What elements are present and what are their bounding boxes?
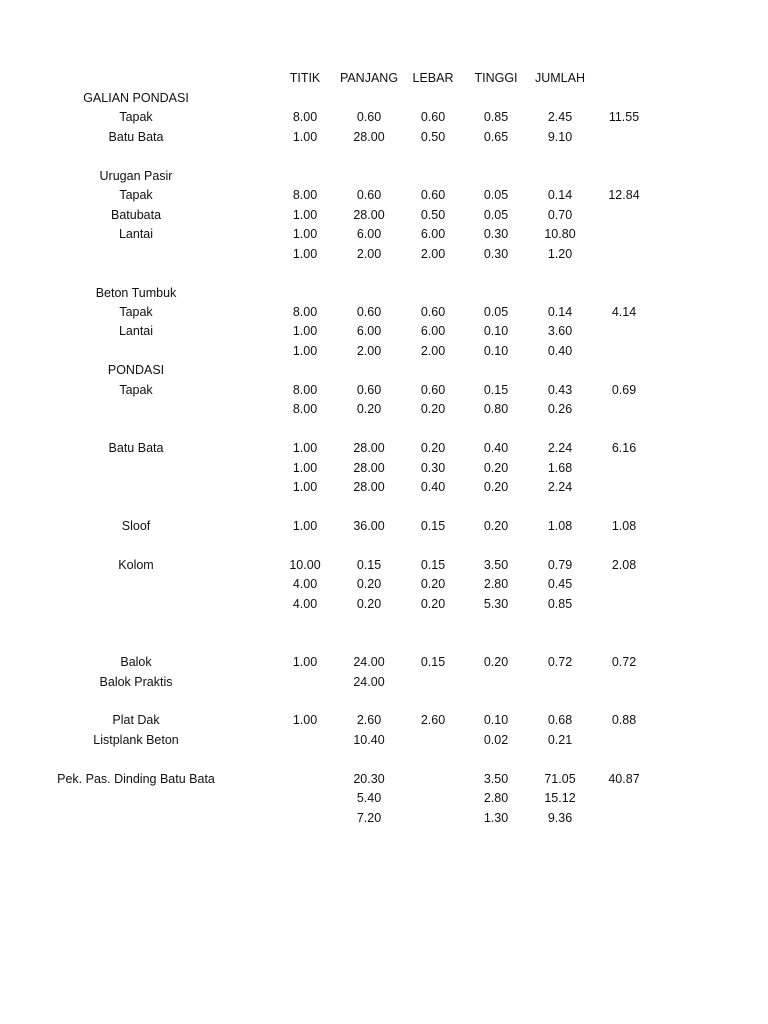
cell-titik: 1.00 xyxy=(292,519,318,533)
cell-titik: 1.00 xyxy=(292,324,318,338)
row-label: Urugan Pasir xyxy=(99,169,173,183)
cell-jumlah: 1.20 xyxy=(547,247,573,261)
cell-tinggi: 0.05 xyxy=(483,305,509,319)
cell-total: 6.16 xyxy=(611,441,637,455)
cell-tinggi: 3.50 xyxy=(483,772,509,786)
row-label: Tapak xyxy=(119,305,153,319)
cell-jumlah: 71.05 xyxy=(544,772,576,786)
column-header-tinggi: TINGGI xyxy=(474,71,518,85)
cell-total: 0.69 xyxy=(611,383,637,397)
cell-tinggi: 0.65 xyxy=(483,130,509,144)
cell-titik: 4.00 xyxy=(292,597,318,611)
cell-jumlah: 0.14 xyxy=(547,188,573,202)
row-label: Beton Tumbuk xyxy=(95,286,177,300)
cell-tinggi: 0.02 xyxy=(483,733,509,747)
cell-lebar: 0.60 xyxy=(420,383,446,397)
column-header-panjang: PANJANG xyxy=(339,71,399,85)
cell-panjang: 28.00 xyxy=(353,480,385,494)
cell-jumlah: 2.24 xyxy=(547,480,573,494)
cell-panjang: 10.40 xyxy=(353,733,385,747)
cell-jumlah: 0.26 xyxy=(547,402,573,416)
cell-panjang: 7.20 xyxy=(356,811,382,825)
cell-titik: 1.00 xyxy=(292,130,318,144)
cell-lebar: 0.60 xyxy=(420,188,446,202)
cell-jumlah: 0.14 xyxy=(547,305,573,319)
cell-jumlah: 0.85 xyxy=(547,597,573,611)
row-label: Sloof xyxy=(121,519,151,533)
cell-panjang: 24.00 xyxy=(353,675,385,689)
cell-panjang: 0.20 xyxy=(356,597,382,611)
row-label: Plat Dak xyxy=(112,713,160,727)
cell-titik: 1.00 xyxy=(292,344,318,358)
cell-total: 0.72 xyxy=(611,655,637,669)
cell-titik: 1.00 xyxy=(292,713,318,727)
row-label: Lantai xyxy=(118,227,154,241)
cell-lebar: 6.00 xyxy=(420,324,446,338)
cell-jumlah: 0.79 xyxy=(547,558,573,572)
cell-tinggi: 0.20 xyxy=(483,519,509,533)
cell-titik: 1.00 xyxy=(292,461,318,475)
cell-titik: 1.00 xyxy=(292,208,318,222)
cell-lebar: 0.15 xyxy=(420,655,446,669)
column-header-jumlah: JUMLAH xyxy=(534,71,586,85)
row-label: Tapak xyxy=(119,188,153,202)
cell-panjang: 5.40 xyxy=(356,791,382,805)
cell-lebar: 2.60 xyxy=(420,713,446,727)
cell-jumlah: 0.72 xyxy=(547,655,573,669)
cell-tinggi: 0.15 xyxy=(483,383,509,397)
cell-titik: 8.00 xyxy=(292,305,318,319)
row-label: Kolom xyxy=(118,558,154,572)
cell-tinggi: 0.05 xyxy=(483,188,509,202)
cell-lebar: 0.20 xyxy=(420,402,446,416)
cell-lebar: 2.00 xyxy=(420,247,446,261)
cell-lebar: 0.15 xyxy=(420,519,446,533)
cell-panjang: 20.30 xyxy=(353,772,385,786)
row-label: Balok Praktis xyxy=(99,675,173,689)
row-label: Pek. Pas. Dinding Batu Bata xyxy=(57,772,215,786)
cell-jumlah: 0.45 xyxy=(547,577,573,591)
cell-lebar: 0.20 xyxy=(420,577,446,591)
cell-tinggi: 3.50 xyxy=(483,558,509,572)
cell-tinggi: 2.80 xyxy=(483,577,509,591)
cell-lebar: 6.00 xyxy=(420,227,446,241)
row-label: GALIAN PONDASI xyxy=(83,91,189,105)
cell-tinggi: 0.30 xyxy=(483,227,509,241)
cell-panjang: 0.15 xyxy=(356,558,382,572)
cell-panjang: 0.20 xyxy=(356,402,382,416)
column-header-lebar: LEBAR xyxy=(412,71,454,85)
cell-panjang: 2.00 xyxy=(356,344,382,358)
cell-panjang: 24.00 xyxy=(353,655,385,669)
cell-panjang: 0.60 xyxy=(356,383,382,397)
cell-jumlah: 0.43 xyxy=(547,383,573,397)
cell-titik: 8.00 xyxy=(292,402,318,416)
cell-lebar: 0.50 xyxy=(420,208,446,222)
cell-lebar: 0.40 xyxy=(420,480,446,494)
cell-tinggi: 0.20 xyxy=(483,655,509,669)
row-label: Batu Bata xyxy=(108,441,164,455)
cell-titik: 1.00 xyxy=(292,227,318,241)
cell-lebar: 2.00 xyxy=(420,344,446,358)
cell-jumlah: 9.10 xyxy=(547,130,573,144)
cell-jumlah: 2.24 xyxy=(547,441,573,455)
cell-titik: 1.00 xyxy=(292,247,318,261)
cell-panjang: 0.60 xyxy=(356,188,382,202)
cell-titik: 4.00 xyxy=(292,577,318,591)
cell-lebar: 0.20 xyxy=(420,441,446,455)
cell-jumlah: 3.60 xyxy=(547,324,573,338)
cell-tinggi: 0.20 xyxy=(483,480,509,494)
row-label: Tapak xyxy=(119,110,153,124)
row-label: Lantai xyxy=(118,324,154,338)
cell-titik: 1.00 xyxy=(292,655,318,669)
cell-panjang: 0.20 xyxy=(356,577,382,591)
column-header-titik: TITIK xyxy=(289,71,321,85)
row-label: Listplank Beton xyxy=(93,733,179,747)
cell-panjang: 28.00 xyxy=(353,441,385,455)
cell-tinggi: 0.10 xyxy=(483,713,509,727)
cell-titik: 1.00 xyxy=(292,441,318,455)
cell-jumlah: 10.80 xyxy=(544,227,576,241)
cell-panjang: 2.00 xyxy=(356,247,382,261)
row-label: PONDASI xyxy=(107,363,165,377)
cell-tinggi: 0.05 xyxy=(483,208,509,222)
cell-panjang: 0.60 xyxy=(356,110,382,124)
cell-tinggi: 0.80 xyxy=(483,402,509,416)
row-label: Balok xyxy=(120,655,152,669)
cell-panjang: 6.00 xyxy=(356,227,382,241)
cell-panjang: 28.00 xyxy=(353,130,385,144)
cell-jumlah: 9.36 xyxy=(547,811,573,825)
cell-titik: 8.00 xyxy=(292,383,318,397)
cell-panjang: 28.00 xyxy=(353,208,385,222)
cell-total: 1.08 xyxy=(611,519,637,533)
cell-titik: 8.00 xyxy=(292,110,318,124)
row-label: Tapak xyxy=(119,383,153,397)
cell-jumlah: 0.40 xyxy=(547,344,573,358)
cell-panjang: 6.00 xyxy=(356,324,382,338)
cell-titik: 10.00 xyxy=(289,558,321,572)
cell-tinggi: 0.10 xyxy=(483,324,509,338)
cell-lebar: 0.30 xyxy=(420,461,446,475)
cell-tinggi: 2.80 xyxy=(483,791,509,805)
cell-panjang: 28.00 xyxy=(353,461,385,475)
cell-titik: 1.00 xyxy=(292,480,318,494)
cell-tinggi: 0.10 xyxy=(483,344,509,358)
cell-tinggi: 0.30 xyxy=(483,247,509,261)
cell-lebar: 0.60 xyxy=(420,305,446,319)
row-label: Batu Bata xyxy=(108,130,164,144)
cell-tinggi: 0.85 xyxy=(483,110,509,124)
cell-jumlah: 0.70 xyxy=(547,208,573,222)
cell-lebar: 0.15 xyxy=(420,558,446,572)
cell-titik: 8.00 xyxy=(292,188,318,202)
cell-jumlah: 0.21 xyxy=(547,733,573,747)
cell-tinggi: 0.40 xyxy=(483,441,509,455)
cell-jumlah: 1.08 xyxy=(547,519,573,533)
cell-jumlah: 0.68 xyxy=(547,713,573,727)
cell-total: 40.87 xyxy=(608,772,640,786)
cell-tinggi: 1.30 xyxy=(483,811,509,825)
cell-tinggi: 0.20 xyxy=(483,461,509,475)
cell-panjang: 2.60 xyxy=(356,713,382,727)
cell-total: 11.55 xyxy=(608,110,640,124)
cell-lebar: 0.50 xyxy=(420,130,446,144)
cell-total: 2.08 xyxy=(611,558,637,572)
cell-total: 4.14 xyxy=(611,305,637,319)
cell-jumlah: 1.68 xyxy=(547,461,573,475)
cell-total: 12.84 xyxy=(608,188,640,202)
cell-panjang: 0.60 xyxy=(356,305,382,319)
cell-jumlah: 2.45 xyxy=(547,110,573,124)
cell-lebar: 0.20 xyxy=(420,597,446,611)
cell-jumlah: 15.12 xyxy=(544,791,576,805)
row-label: Batubata xyxy=(110,208,162,222)
cell-total: 0.88 xyxy=(611,713,637,727)
cell-lebar: 0.60 xyxy=(420,110,446,124)
cell-tinggi: 5.30 xyxy=(483,597,509,611)
cell-panjang: 36.00 xyxy=(353,519,385,533)
